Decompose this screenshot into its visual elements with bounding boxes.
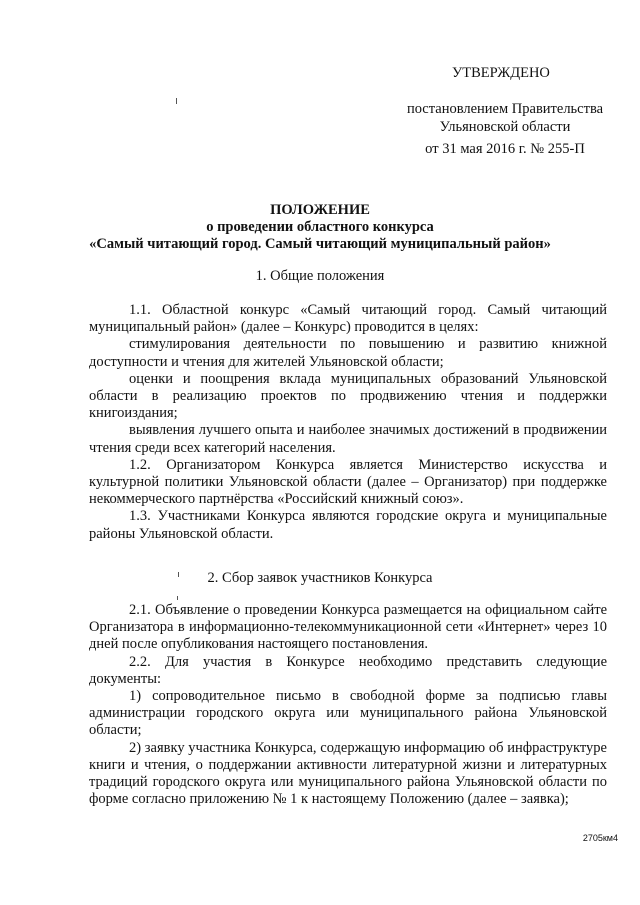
paragraph-1-1-b: оценки и поощрения вклада муниципальных образований Ульяновской области в реализацию проектов по продвижению чтения и поддержки книгоиздания; [89,370,607,422]
paragraph-2-2: 2.2. Для участия в Конкурсе необходимо представить следующие документы: [89,653,607,687]
paragraph-1-3: 1.3. Участниками Конкурса являются городские округа и муниципальные районы Ульяновской области. [89,508,607,542]
approval-stamp [400,64,610,158]
title-sub-1: о проведении областного конкурса [206,219,434,235]
scan-speck [177,596,178,600]
footer-code: 2705км4 [582,833,618,843]
paragraph-2-2-2: 2) заявку участника Конкурса, содержащую информацию об инфраструктуре книги и чтения, о поддержании активности литературной жизни и литературных традиций городского округа или муниципального района Ульяновской области по форме согласно приложению № 1 к настоящему Положению (далее – заявка); [89,739,607,808]
section-2-body [89,602,607,808]
section-1-body [89,302,607,543]
section-1-heading: 1. Общие положения [255,268,385,284]
title-main: ПОЛОЖЕНИЕ [270,202,370,218]
title-sub-2: «Самый читающий город. Самый читающий муниципальный район» [89,236,551,252]
paragraph-2-1: 2.1. Объявление о проведении Конкурса размещается на официальном сайте Организатора в информационно-телекоммуникационной сети «Интернет» через 10 дней после опубликования настоящего постановления. [89,602,607,653]
paragraph-1-1-c: выявления лучшего опыта и наиболее значимых достижений в продвижении чтения среди всех категорий населения. [89,422,607,456]
section-2-heading: 2. Сбор заявок участников Конкурса [207,570,433,586]
approval-line-region: Ульяновской области [439,119,571,135]
document-title [60,202,580,253]
approval-line-resolution: постановлением Правительства [406,101,604,117]
paragraph-1-2: 1.2. Организатором Конкурса является Министерство искусства и культурной политики Ульяновской области (далее – Организатор) при поддержке некоммерческого партнёрства «Российский книжный союз». [89,456,607,508]
paragraph-1-1: 1.1. Областной конкурс «Самый читающий город. Самый читающий муниципальный район» (далее – Конкурс) проводится в целях: [89,302,607,336]
paragraph-1-1-a: стимулирования деятельности по повышению и развитию книжной доступности и чтения для жителей Ульяновской области; [89,336,607,370]
approval-line-date: от 31 мая 2016 г. № 255-П [425,141,585,157]
scan-speck [176,98,177,104]
approval-heading: УТВЕРЖДЕНО [452,65,550,81]
scan-speck [178,572,179,577]
paragraph-2-2-1: 1) сопроводительное письмо в свободной форме за подписью главы администрации городского округа или муниципального района Ульяновской области; [89,688,607,739]
